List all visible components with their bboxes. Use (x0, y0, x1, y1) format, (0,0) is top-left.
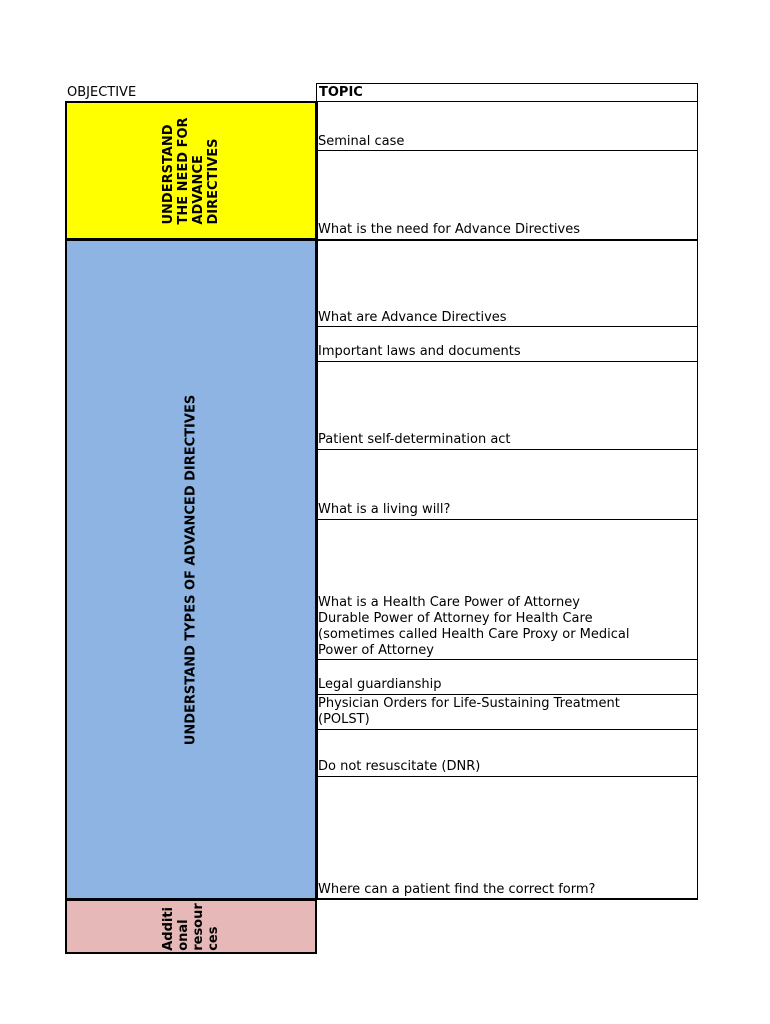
objective-label-resources: Additi onal resour ces (161, 902, 221, 951)
row-divider (316, 150, 698, 151)
row-divider (316, 519, 698, 520)
objective-header: OBJECTIVE (67, 85, 137, 100)
row-divider (316, 729, 698, 730)
row-divider (316, 326, 698, 327)
row-divider (316, 659, 698, 660)
topic-header: TOPIC (319, 85, 363, 100)
row-divider (316, 776, 698, 777)
topic-find-form: Where can a patient find the correct form? (318, 882, 596, 897)
topic-self-determination-act: Patient self-determination act (318, 432, 511, 447)
topic-living-will: What is a living will? (318, 502, 451, 517)
topic-header-cell (316, 83, 698, 102)
topic-legal-guardianship: Legal guardianship (318, 677, 442, 692)
objective-label-need: UNDERSTAND THE NEED FOR ADVANCE DIRECTIVES (161, 116, 221, 225)
row-divider (316, 694, 698, 695)
row-divider (316, 361, 698, 362)
objective-block-resources (65, 899, 317, 954)
row-divider (316, 449, 698, 450)
row-divider (316, 898, 698, 900)
topic-seminal-case: Seminal case (318, 134, 405, 149)
topic-column (316, 101, 698, 900)
objective-block-need (65, 101, 317, 240)
topic-polst: Physician Orders for Life-Sustaining Treatment (POLST) (318, 696, 620, 727)
topic-need-for-directives: What is the need for Advance Directives (318, 222, 580, 237)
topic-what-are-directives: What are Advance Directives (318, 310, 507, 325)
row-divider (316, 239, 698, 241)
objective-label-types: UNDERSTAND TYPES OF ADVANCED DIRECTIVES (183, 394, 199, 745)
topic-laws-documents: Important laws and documents (318, 344, 521, 359)
topic-dnr: Do not resuscitate (DNR) (318, 759, 481, 774)
objective-block-types (65, 239, 317, 900)
topic-power-of-attorney: What is a Health Care Power of Attorney Durable Power of Attorney for Health Care (sometimes called Health Care Proxy or Medical Power of Attorney (318, 595, 630, 658)
